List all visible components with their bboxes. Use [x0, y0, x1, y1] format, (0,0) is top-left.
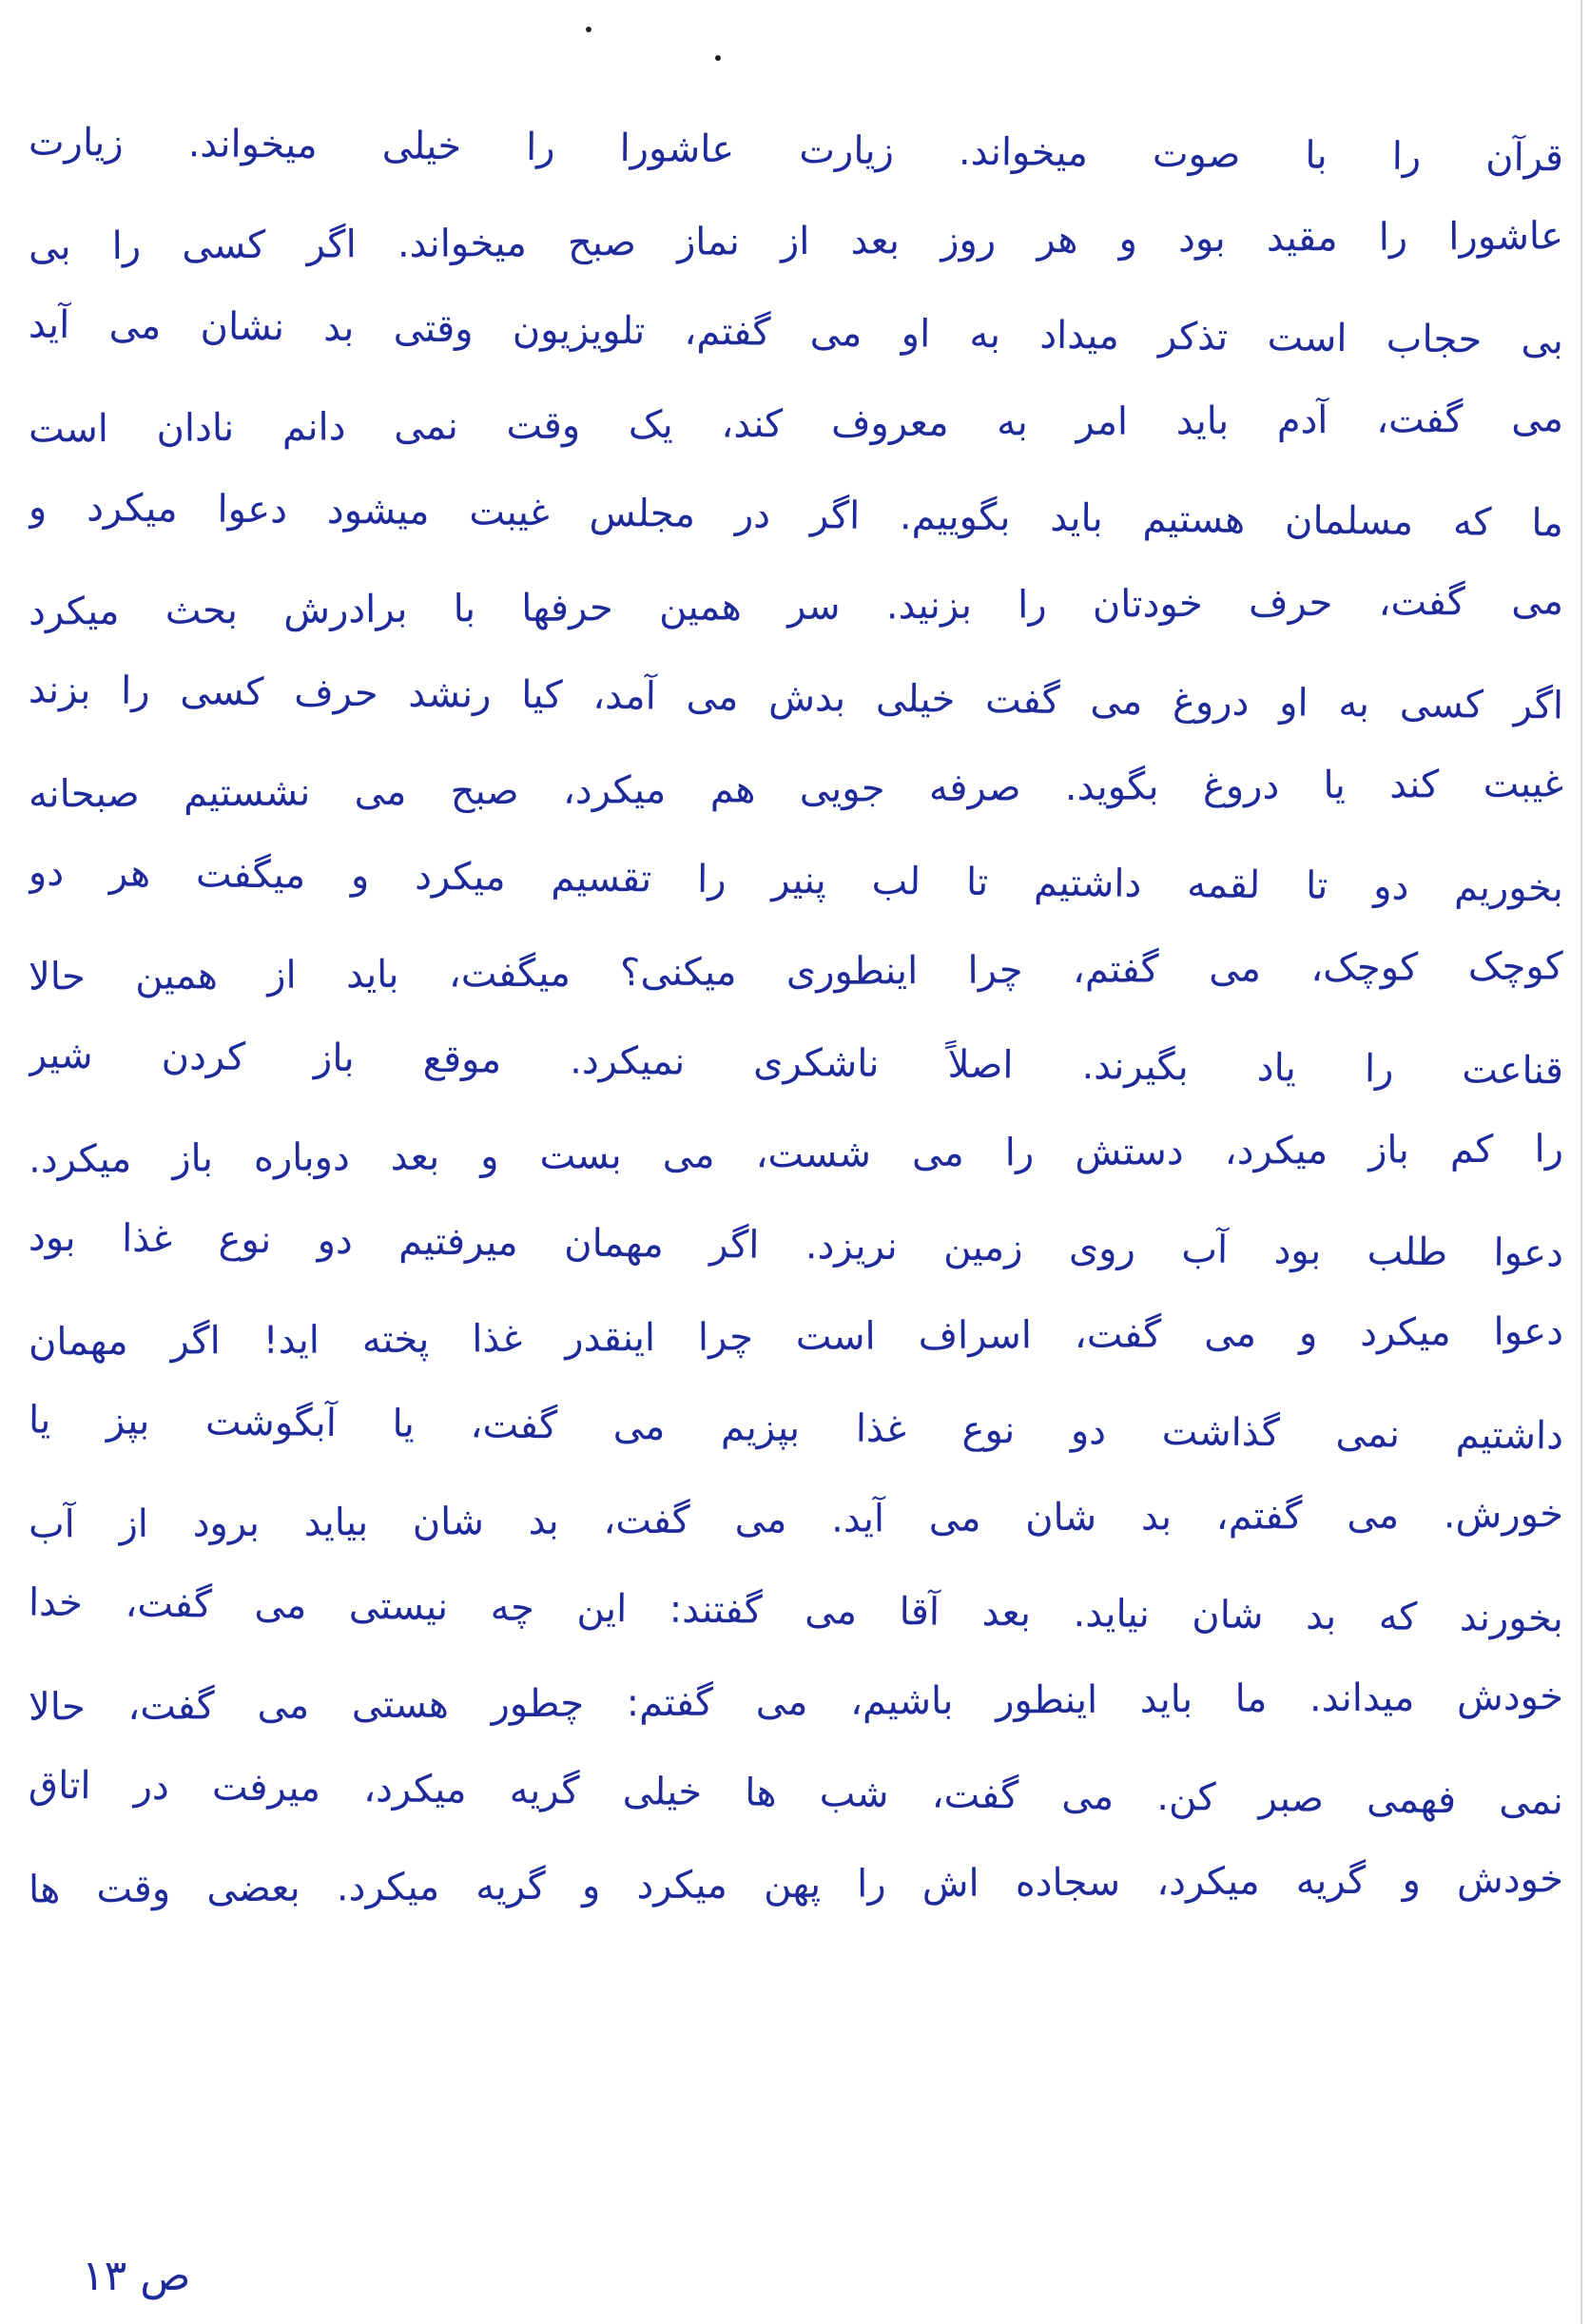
text-line: می گفت، حرف خودتان را بزنید. سر همین حرفها با برادرش بحث میکرد — [28, 579, 1564, 634]
text-line: می گفت، آدم باید امر به معروف کند، یک وقت نمی دانم نادان است — [28, 397, 1564, 452]
text-line: کوچک کوچک، می گفتم، چرا اینطوری میکنی؟ میگفت، باید از همین حالا — [28, 944, 1564, 999]
text-line: غیبت کند یا دروغ بگوید. صرفه جویی هم میکرد، صبح می نشستیم صبحانه — [28, 762, 1564, 817]
text-line: دعوا طلب بود آب روی زمین نریزد. اگر مهمان میرفتیم دو نوع غذا بود — [28, 1215, 1564, 1276]
text-line: بخورند که بد شان نیاید. بعد آقا می گفتند: این چه نیستی می گفت، خدا — [28, 1580, 1564, 1641]
ink-dot — [586, 27, 591, 32]
text-line: قرآن را با صوت میخواند. زیارت عاشورا را خیلی میخواند. زیارت — [28, 120, 1564, 181]
text-line: بخوریم دو تا لقمه داشتیم تا لب پنیر را تقسیم میکرد و میگفت هر دو — [28, 850, 1564, 911]
text-line: اگر کسی به او دروغ می گفت خیلی بدش می آمد، کیا رنشد حرف کسی را بزند — [28, 668, 1564, 728]
text-line: عاشورا را مقید بود و هر روز بعد از نماز صبح میخواند. اگر کسی را بی — [28, 214, 1564, 269]
text-line: خودش و گریه میکرد، سجاده اش را پهن میکرد و گریه میکرد. بعضی وقت ها — [28, 1857, 1564, 1912]
text-line: خورش. می گفتم، بد شان می آید. می گفت، بد شان بیاید برود از آب — [28, 1492, 1564, 1547]
text-line: داشتیم نمی گذاشت دو نوع غذا بپزیم می گفت، یا آبگوشت بپز یا — [28, 1398, 1564, 1459]
handwritten-text — [29, 105, 1563, 1930]
text-line: نمی فهمی صبر کن. می گفت، شب ها خیلی گریه میکرد، میرفت در اتاق — [28, 1763, 1564, 1824]
text-line: را کم باز میکرد، دستش را می شست، می بست و بعد دوباره باز میکرد. — [28, 1127, 1564, 1182]
text-line: بی حجاب است تذکر میداد به او می گفتم، تلویزیون وقتی بد نشان می آید — [28, 302, 1564, 363]
page-edge — [1580, 0, 1582, 2324]
text-line: خودش میداند. ما باید اینطور باشیم، می گفتم: چطور هستی می گفت، حالا — [28, 1675, 1564, 1730]
ink-dot — [715, 55, 721, 61]
page-number: ص ۱۳ — [82, 2252, 191, 2300]
text-line: ما که مسلمان هستیم باید بگوییم. اگر در مجلس غیبت میشود دعوا میکرد و — [28, 485, 1564, 546]
text-line: دعوا میکرد و می گفت، اسراف است چرا اینقدر غذا پخته اید! اگر مهمان — [28, 1309, 1564, 1365]
text-line: قناعت را یاد بگیرند. اصلاً ناشکری نمیکرد. موقع باز کردن شیر — [28, 1033, 1564, 1094]
